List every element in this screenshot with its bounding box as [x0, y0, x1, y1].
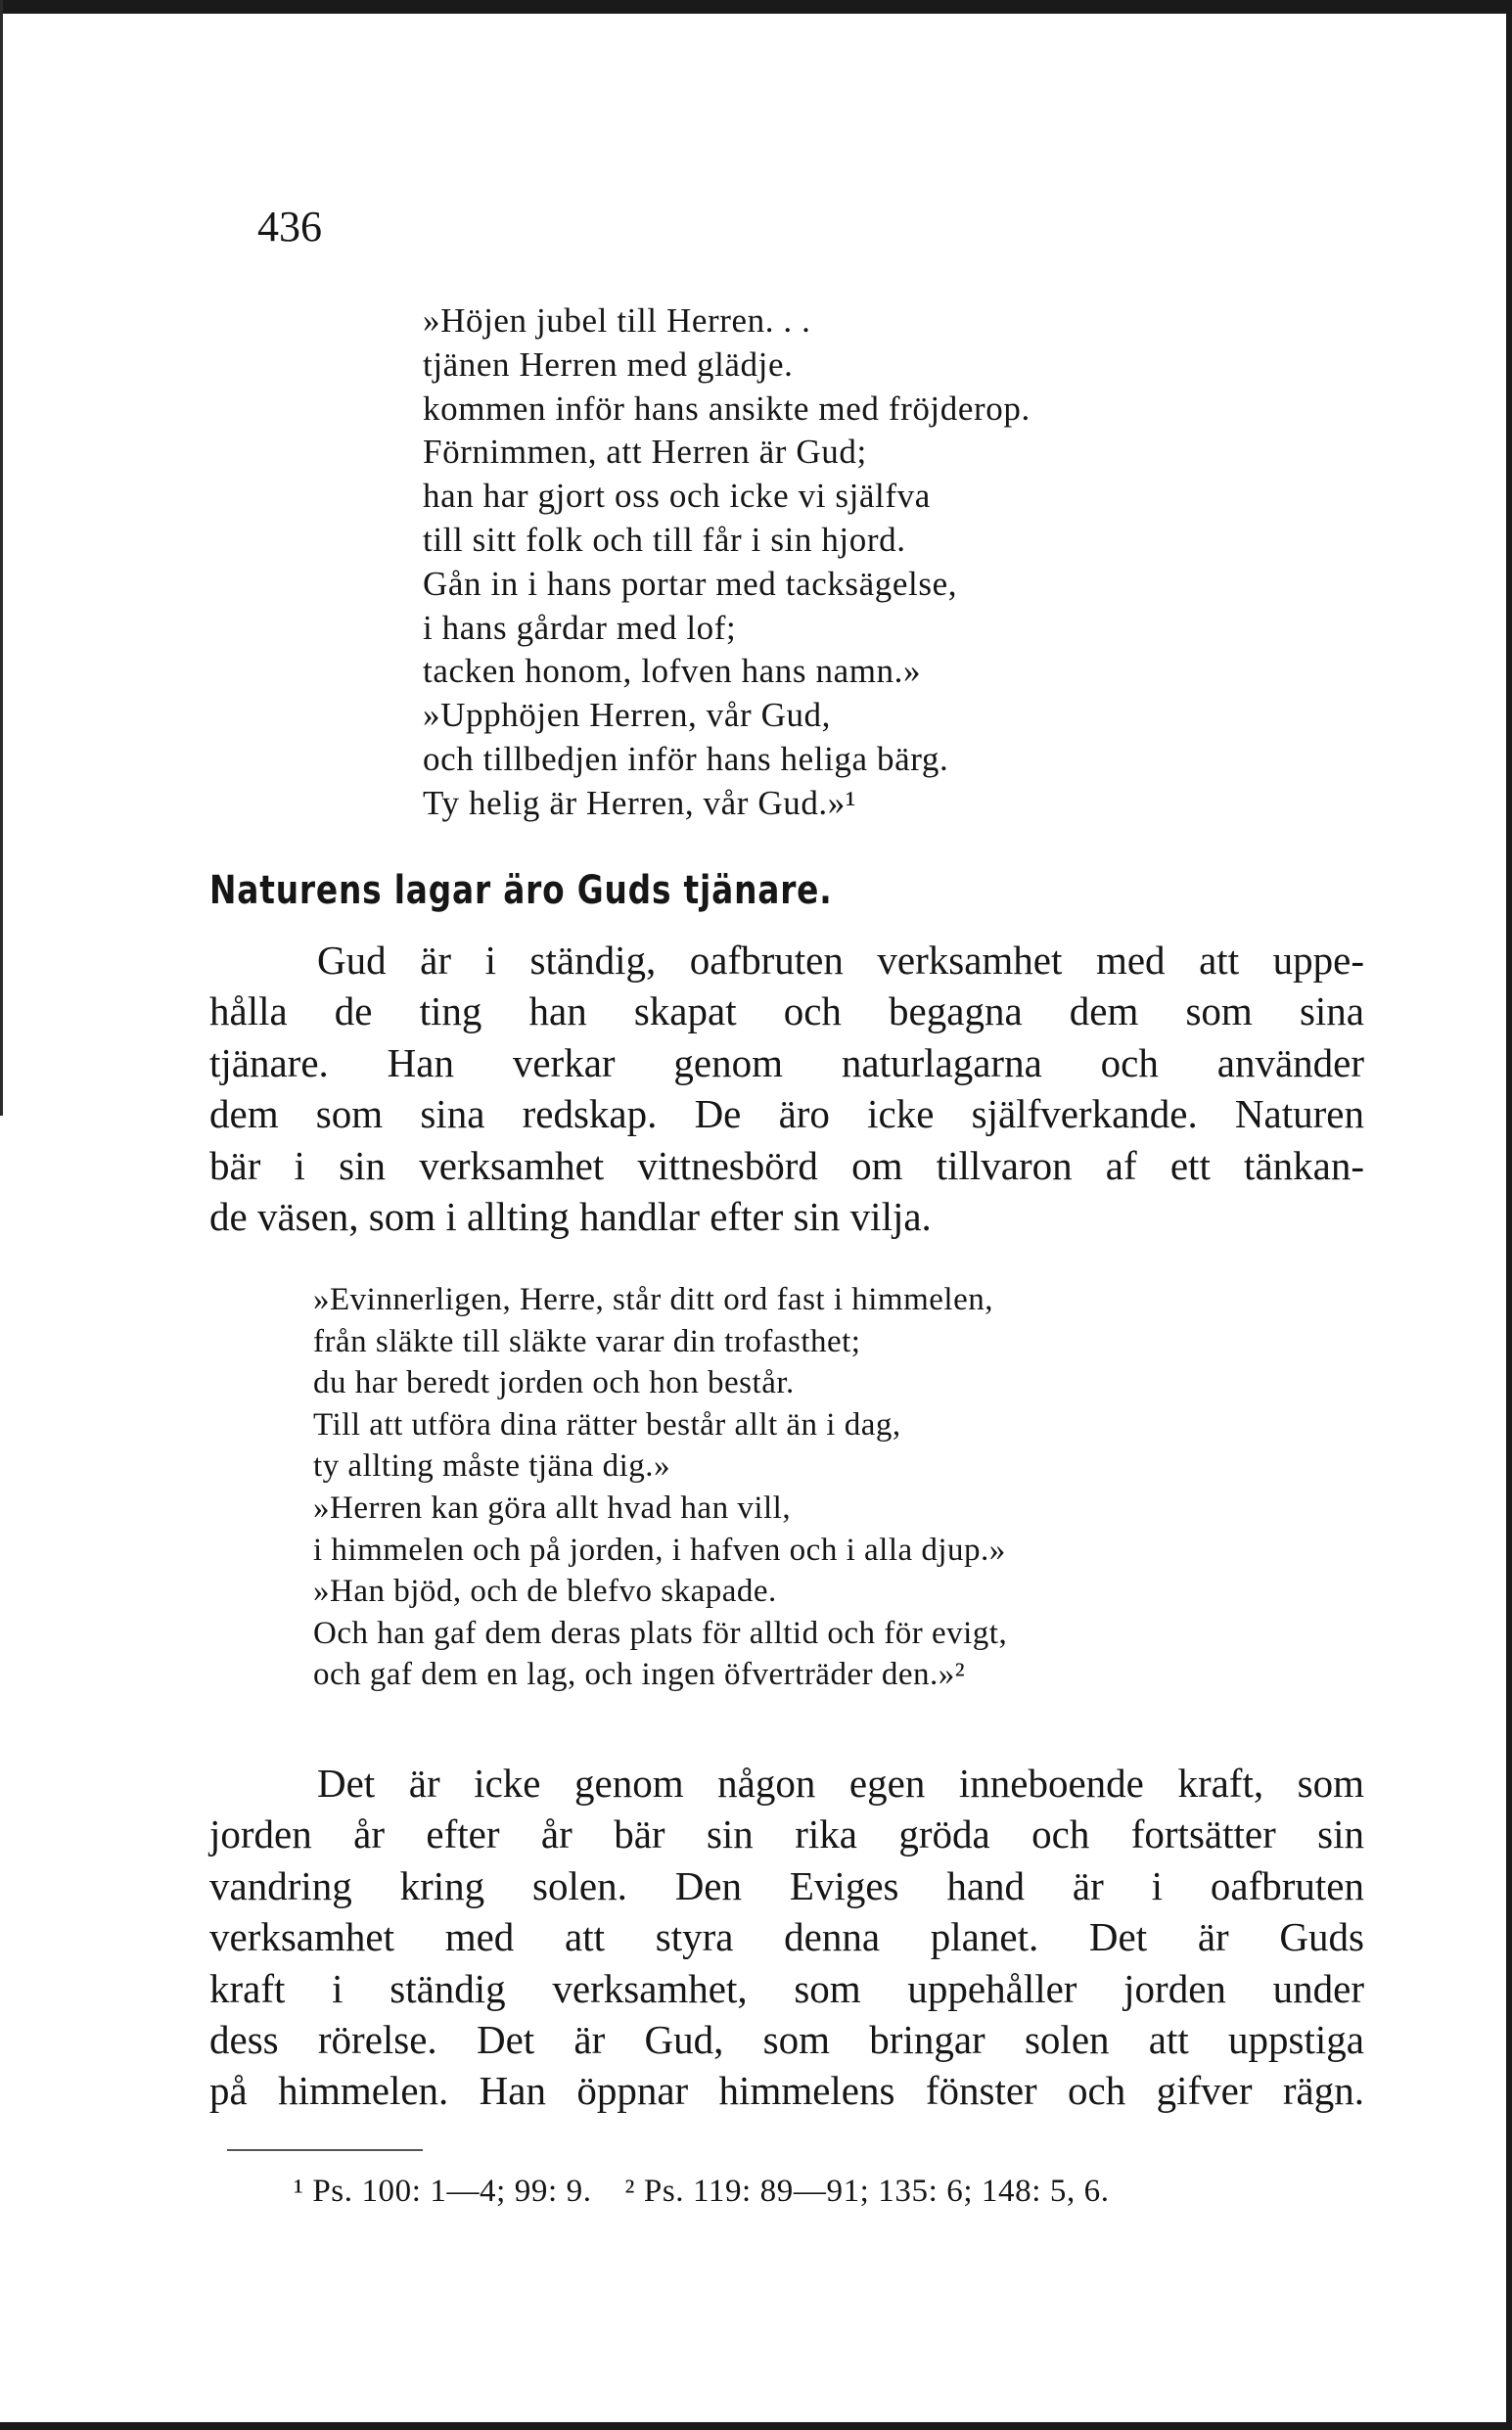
verse-line: till sitt folk och till får i sin hjord. — [423, 520, 906, 559]
verse-line: du har beredt jorden och hon består. — [313, 1365, 795, 1401]
body-paragraph-2 — [209, 1758, 1364, 2117]
verse-line: och gaf dem en lag, och ingen öfverträder den.»² — [313, 1657, 966, 1693]
verse-line: i himmelen och på jorden, i hafven och i alla djup.» — [313, 1532, 1006, 1568]
verse-line: han har gjort oss och icke vi själfva — [423, 477, 931, 516]
section-heading: Naturens lagar äro Guds tjänare. — [209, 868, 833, 913]
paragraph-line: dem som sina redskap. De äro icke själfverkande. Naturen — [209, 1091, 1364, 1137]
psalm-quote-1 — [423, 299, 1031, 826]
page-number: 436 — [257, 203, 322, 251]
verse-line: och tillbedjen inför hans heliga bärg. — [423, 739, 949, 778]
verse-line: Till att utföra dina rätter består allt än i dag, — [313, 1406, 901, 1443]
paragraph-line: bär i sin verksamhet vittnesbörd om tillvaron af ett tänkan- — [209, 1142, 1364, 1188]
footnote-2: ² Ps. 119: 89—91; 135: 6; 148: 5, 6. — [624, 2174, 1110, 2209]
scan-border-bottom — [0, 2422, 1512, 2430]
paragraph-line: jorden år efter år bär sin rika gröda och fortsätter sin — [209, 1811, 1364, 1857]
scan-border-top — [0, 0, 1512, 14]
verse-line: Gån in i hans portar med tacksägelse, — [423, 564, 958, 603]
paragraph-line: vandring kring solen. Den Eviges hand är i oafbruten — [209, 1862, 1364, 1908]
paragraph-line: kraft i ständig verksamhet, som uppehåller jorden under — [209, 1965, 1364, 2011]
psalm-quote-2 — [313, 1279, 1007, 1696]
verse-line: »Upphöjen Herren, vår Gud, — [423, 696, 832, 735]
paragraph-line: dess rörelse. Det är Gud, som bringar solen att uppstiga — [209, 2017, 1364, 2063]
footnote-divider — [227, 2149, 423, 2151]
footnote-1: ¹ Ps. 100: 1—4; 99: 9. — [294, 2174, 592, 2209]
paragraph-line: verksamhet med att styra denna planet. Det är Guds — [209, 1914, 1364, 1960]
verse-line: Förnimmen, att Herren är Gud; — [423, 433, 867, 472]
verse-line: ty allting måste tjäna dig.» — [313, 1448, 671, 1485]
verse-line: tjänen Herren med glädje. — [423, 344, 794, 384]
scan-border-right — [1506, 0, 1512, 2430]
paragraph-line: de väsen, som i allting handlar efter sin vilja. — [209, 1194, 932, 1240]
verse-line: kommen inför hans ansikte med fröjderop. — [423, 389, 1031, 428]
verse-line: »Höjen jubel till Herren. . . — [423, 301, 811, 340]
paragraph-line: på himmelen. Han öppnar himmelens fönster och gifver rägn. — [209, 2068, 1364, 2114]
verse-line: i hans gårdar med lof; — [423, 608, 737, 647]
paragraph-line: Gud är i ständig, oafbruten verksamhet med att uppe- — [317, 938, 1364, 983]
verse-line: »Han bjöd, och de blefvo skapade. — [313, 1574, 777, 1610]
verse-line: Ty helig är Herren, vår Gud.»¹ — [423, 783, 856, 822]
verse-line: »Herren kan göra allt hvad han vill, — [313, 1490, 792, 1526]
verse-line: »Evinnerligen, Herre, står ditt ord fast i himmelen, — [313, 1282, 993, 1317]
paragraph-line: hålla de ting han skapat och begagna dem som sina — [209, 988, 1364, 1034]
body-paragraph-1 — [209, 935, 1364, 1242]
paragraph-line: tjänare. Han verkar genom naturlagarna och använder — [209, 1039, 1364, 1085]
scan-border-left — [0, 0, 3, 1116]
paragraph-line: Det är icke genom någon egen inneboende kraft, som — [317, 1761, 1364, 1806]
footnotes — [294, 2173, 1110, 2212]
verse-line: från släkte till släkte varar din trofasthet; — [313, 1323, 861, 1359]
verse-line: Och han gaf dem deras plats för alltid och för evigt, — [313, 1615, 1008, 1651]
verse-line: tacken honom, lofven hans namn.» — [423, 652, 922, 691]
